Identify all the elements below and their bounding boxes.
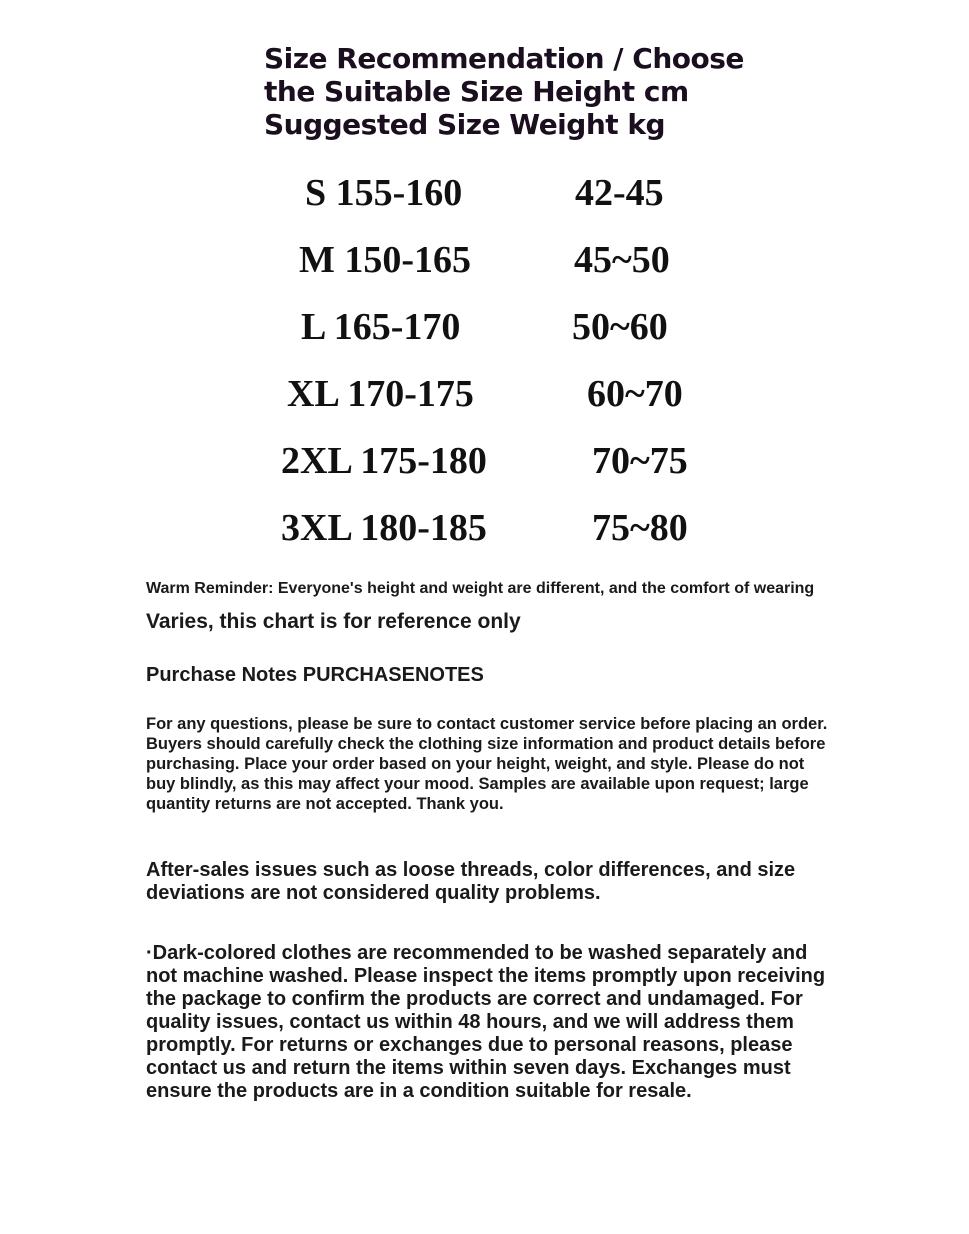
size-height-cell: S 155-160 [305, 172, 463, 214]
warm-reminder-line-2: Varies, this chart is for reference only [146, 610, 521, 633]
size-weight-cell: 42-45 [575, 172, 664, 214]
size-row-3xl [0, 503, 969, 553]
size-height-cell: L 165-170 [301, 306, 461, 348]
size-weight-cell: 60~70 [587, 373, 683, 415]
size-weight-cell: 70~75 [592, 440, 688, 482]
size-row-m [0, 235, 969, 285]
title-line-3: Suggested Size Weight kg [264, 108, 666, 141]
aftersales-notice: After-sales issues such as loose threads, color differences, and size deviations are not considered quality problems. [146, 859, 796, 904]
size-row-l [0, 302, 969, 352]
size-weight-cell: 50~60 [572, 306, 668, 348]
size-height-cell: M 150-165 [299, 239, 472, 281]
size-height-cell: 2XL 175-180 [281, 440, 487, 482]
size-row-2xl [0, 436, 969, 486]
page-title [264, 42, 744, 141]
size-weight-cell: 75~80 [592, 507, 688, 549]
care-instructions: ·Dark-colored clothes are recommended to be washed separately and not machine washed. Please inspect the items promptly upon receiving the package to confirm the products are correct and undamaged. For quality issues, contact us within 48 hours, and we will address them promptly. For returns or exchanges due to personal reasons, please contact us and return the items within seven days. Exchanges must ensure the products are in a condition suitable for resale. [146, 942, 826, 1102]
title-line-1: Size Recommendation / Choose [264, 42, 744, 75]
size-row-xl [0, 369, 969, 419]
size-height-cell: XL 170-175 [287, 373, 474, 415]
size-row-s [0, 168, 969, 218]
purchase-notes-body: For any questions, please be sure to contact customer service before placing an order. Buyers should carefully check the clothing size information and product details before purchasing. Place your order based on your height, weight, and style. Please do not buy blindly, as this may affect your mood. Samples are available upon request; large quantity returns are not accepted. Thank you. [146, 715, 828, 813]
size-height-cell: 3XL 180-185 [281, 507, 487, 549]
purchase-notes-heading: Purchase Notes PURCHASENOTES [146, 664, 484, 686]
warm-reminder-line-1: Warm Reminder: Everyone's height and weight are different, and the comfort of wearing [146, 580, 815, 597]
size-weight-cell: 45~50 [574, 239, 670, 281]
title-line-2: the Suitable Size Height cm [264, 75, 689, 108]
